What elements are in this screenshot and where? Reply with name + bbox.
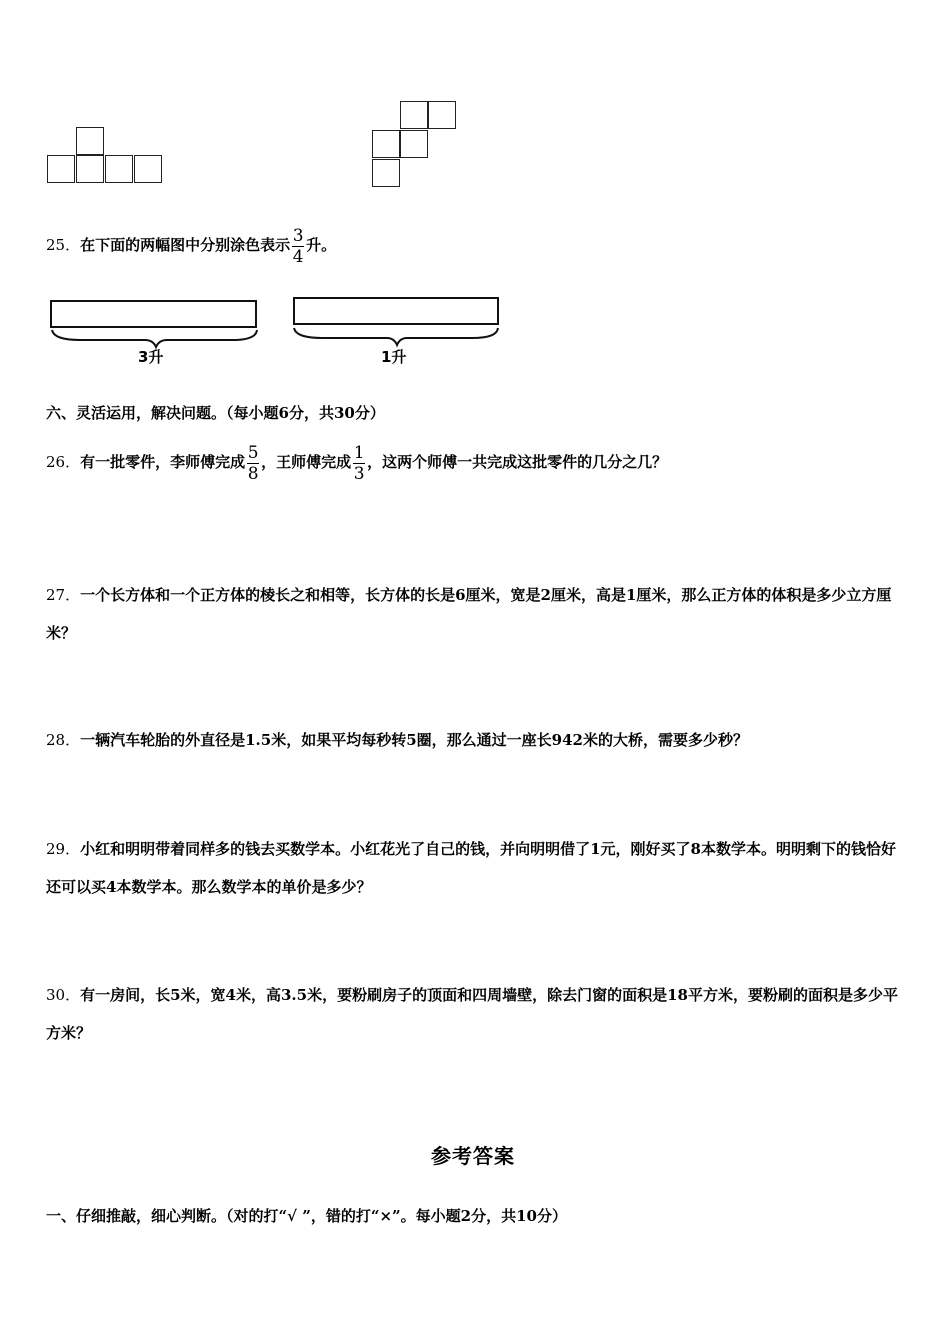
question-29	[46, 830, 908, 906]
section-heading-6: 六、灵活运用，解决问题。（每小题6分，共30分）	[46, 404, 385, 422]
question-30	[46, 976, 908, 1052]
bar-label-right: 1升	[381, 348, 407, 366]
bar-1-liter	[294, 298, 498, 324]
bar-label-left: 3升	[138, 348, 164, 366]
question-25	[46, 226, 908, 266]
question-text: 有一批零件，李师傅完成	[80, 453, 246, 471]
question-text: ，王师傅完成	[261, 453, 352, 471]
question-text: 小红和明明带着同样多的钱去买数学本。小红花光了自己的钱，并向明明借了1元，刚好买了8本数学本。明明剩下的钱恰好还可以买4本数学本。那么数学本的单价是多少？	[46, 840, 896, 896]
fraction-1-3	[353, 444, 365, 483]
question-number: 25．	[46, 236, 81, 254]
answer-section-heading-1: 一、仔细推敲，细心判断。（对的打“√ ”，错的打“×”。每小题2分，共10分）	[46, 1207, 567, 1225]
fraction-denominator: 3	[353, 463, 365, 484]
question-unit: 升。	[306, 236, 337, 254]
question-number: 26．	[46, 453, 81, 471]
question-text: 有一房间，长5米，宽4米，高3.5米，要粉刷房子的顶面和四周墙壁，除去门窗的面积是18平方米，要粉刷的面积是多少平方米？	[46, 986, 898, 1042]
question-number: 28．	[46, 731, 81, 749]
net-square	[428, 101, 456, 129]
net-square	[47, 155, 75, 183]
brace-right	[294, 328, 498, 345]
fraction-numerator: 3	[292, 225, 304, 246]
net-square	[372, 159, 400, 187]
net-square	[372, 130, 400, 158]
net-square	[105, 155, 133, 183]
fraction-denominator: 8	[247, 463, 259, 484]
question-27	[46, 576, 908, 652]
question-number: 27．	[46, 586, 81, 604]
fraction-numerator: 5	[247, 442, 259, 463]
fraction-denominator: 4	[292, 246, 304, 267]
fraction-numerator: 1	[353, 442, 365, 463]
brace-left	[52, 330, 257, 347]
net-square	[400, 101, 428, 129]
capacity-bars-figure	[40, 290, 510, 370]
question-text: 一辆汽车轮胎的外直径是1.5米，如果平均每秒转5圈，那么通过一座长942米的大桥，需要多少秒？	[80, 731, 748, 749]
question-26	[46, 443, 908, 483]
question-text: ，这两个师傅一共完成这批零件的几分之几？	[367, 453, 668, 471]
bar-3-liters	[51, 301, 256, 327]
question-text: 在下面的两幅图中分别涂色表示	[80, 236, 291, 254]
net-square	[400, 130, 428, 158]
fraction-3-4	[292, 227, 304, 266]
question-number: 29．	[46, 840, 81, 858]
question-number: 30．	[46, 986, 81, 1004]
answer-key-title: 参考答案	[431, 1144, 515, 1168]
question-28	[46, 721, 908, 759]
net-square	[134, 155, 162, 183]
net-square	[76, 127, 104, 155]
fraction-5-8	[247, 444, 259, 483]
question-text: 一个长方体和一个正方体的棱长之和相等，长方体的长是6厘米，宽是2厘米，高是1厘米，那么正方体的体积是多少立方厘米？	[46, 586, 892, 642]
net-square	[76, 155, 104, 183]
